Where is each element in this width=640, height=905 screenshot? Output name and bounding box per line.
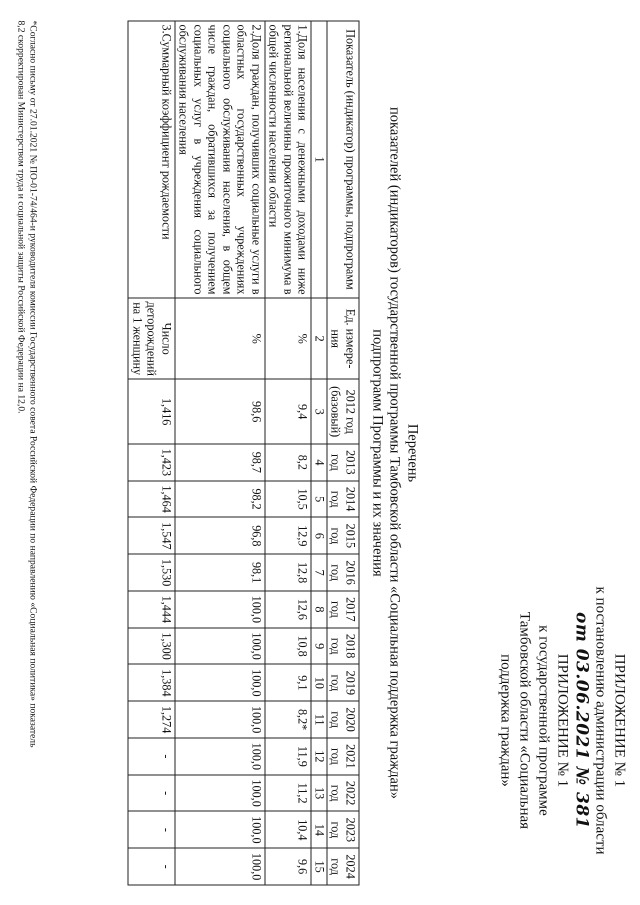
footnote-line2: 8,2 скорректирован Министерством труда и социальной защиты Российской Федерации на 12,0.: [15, 20, 26, 414]
header-year: 2016 год: [327, 554, 359, 591]
indicator-unit: Число деторождений на 1 женщину: [128, 298, 175, 379]
column-index: 10: [311, 664, 327, 701]
column-index: 8: [311, 590, 327, 627]
indicator-value: 10,4: [265, 811, 312, 848]
document-title: [368, 0, 421, 905]
indicator-value: 12,6: [265, 590, 312, 627]
indicator-value: -: [128, 848, 175, 885]
indicator-value: 10,8: [265, 627, 312, 664]
indicator-value: 1,547: [128, 517, 175, 554]
handwritten-date-number: от 03.06.2021 № 381: [571, 611, 591, 829]
column-index: 2: [311, 298, 327, 379]
indicator-value: 100,0: [175, 737, 265, 774]
column-index: 13: [311, 774, 327, 811]
table-row: [265, 21, 312, 885]
column-index-row: [311, 21, 327, 885]
header-year: 2018 год: [327, 627, 359, 664]
program-reference: к государственной программе: [535, 624, 551, 816]
indicator-value: 11,2: [265, 774, 312, 811]
indicator-value: 1,274: [128, 701, 175, 738]
indicator-unit: %: [175, 298, 265, 379]
indicator-value: 96,8: [175, 517, 265, 554]
indicator-value: -: [128, 811, 175, 848]
table-header-row: [327, 21, 359, 885]
indicator-value: 100,0: [175, 848, 265, 885]
header-indicator: Показатель (индикатор) программы, подпрограмм: [327, 21, 359, 298]
program-name-line1: Тамбовской области «Социальная: [516, 611, 532, 829]
header-year: 2013 год: [327, 443, 359, 480]
indicator-value: 1,300: [128, 627, 175, 664]
footnote: [14, 20, 38, 890]
column-index: 3: [311, 379, 327, 444]
title-line2: показателей (индикаторов) государственной программы Тамбовской области «Социальная поддержка граждан»: [386, 106, 403, 799]
indicator-name: 1.Доля населения с денежными доходами ниже региональной величины прожиточного минимума в общей численности населения области: [265, 21, 312, 298]
indicator-unit: %: [265, 298, 312, 379]
indicator-value: 1,464: [128, 480, 175, 517]
appendix-title: ПРИЛОЖЕНИЕ № 1: [611, 653, 627, 787]
indicator-value: 1,444: [128, 590, 175, 627]
footnote-line1: *Согласно письму от 27.01.2021 № ПО-01-74/464-и руководителя комиссии Государственного совета Российской Федерации по направлению «Социальная политика» показатель: [27, 20, 38, 747]
column-index: 9: [311, 627, 327, 664]
header-year: 2023 год: [327, 811, 359, 848]
indicator-name: 2.Доля граждан, получивших социальные услуги в областных государственных учреждениях социального обслуживания населения, в общем числе граждан, обратившихся за получением социальных услуг в учреждения социального обслуживания населения: [175, 21, 265, 298]
appendix-title-2: ПРИЛОЖЕНИЕ № 1: [554, 653, 570, 787]
indicator-value: 1,423: [128, 443, 175, 480]
indicator-value: 12,9: [265, 517, 312, 554]
indicator-value: 100,0: [175, 590, 265, 627]
indicator-value: 9,6: [265, 848, 312, 885]
column-index: 7: [311, 554, 327, 591]
indicator-value: 12,8: [265, 554, 312, 591]
header-year: 2012 год (базовый): [327, 379, 359, 444]
indicator-value: 9,4: [265, 379, 312, 444]
header-year: 2022 год: [327, 774, 359, 811]
indicator-value: -: [128, 737, 175, 774]
indicator-value: 1,530: [128, 554, 175, 591]
header-year: 2019 год: [327, 664, 359, 701]
indicator-value: 1,384: [128, 664, 175, 701]
program-name-line2: поддержка граждан»: [497, 653, 513, 787]
indicator-value: 98,1: [175, 554, 265, 591]
title-line1: Перечень: [404, 423, 420, 482]
header-year: 2014 год: [327, 480, 359, 517]
indicators-table: [128, 20, 360, 885]
indicator-value: 100,0: [175, 811, 265, 848]
indicator-value: 8,2*: [265, 701, 312, 738]
indicator-value: 9,1: [265, 664, 312, 701]
header-year: 2021 год: [327, 737, 359, 774]
indicator-value: 11,9: [265, 737, 312, 774]
column-index: 12: [311, 737, 327, 774]
indicator-value: 100,0: [175, 701, 265, 738]
indicator-name: 3.Суммарный коэффициент рождаемости: [128, 21, 175, 298]
title-line3: подпрограмм Программы и их значения: [369, 328, 385, 577]
indicator-value: 1,416: [128, 379, 175, 444]
indicator-value: 98,2: [175, 480, 265, 517]
appendix-header: [495, 555, 628, 885]
indicator-value: 100,0: [175, 774, 265, 811]
column-index: 1: [311, 21, 327, 298]
indicator-value: -: [128, 774, 175, 811]
indicator-value: 100,0: [175, 664, 265, 701]
header-unit: Ед. измере-ния: [327, 298, 359, 379]
indicator-value: 10,5: [265, 480, 312, 517]
column-index: 6: [311, 517, 327, 554]
indicator-value: 100,0: [175, 627, 265, 664]
indicator-value: 8,2: [265, 443, 312, 480]
column-index: 11: [311, 701, 327, 738]
indicator-value: 98,6: [175, 379, 265, 444]
column-index: 14: [311, 811, 327, 848]
header-year: 2015 год: [327, 517, 359, 554]
table-row: [175, 21, 265, 885]
column-index: 5: [311, 480, 327, 517]
indicator-value: 98,7: [175, 443, 265, 480]
header-year: 2024 год: [327, 848, 359, 885]
header-year: 2017 год: [327, 590, 359, 627]
column-index: 4: [311, 443, 327, 480]
table-row: [128, 21, 175, 885]
resolution-reference: к постановлению администрации области: [592, 586, 608, 854]
header-year: 2020 год: [327, 701, 359, 738]
column-index: 15: [311, 848, 327, 885]
